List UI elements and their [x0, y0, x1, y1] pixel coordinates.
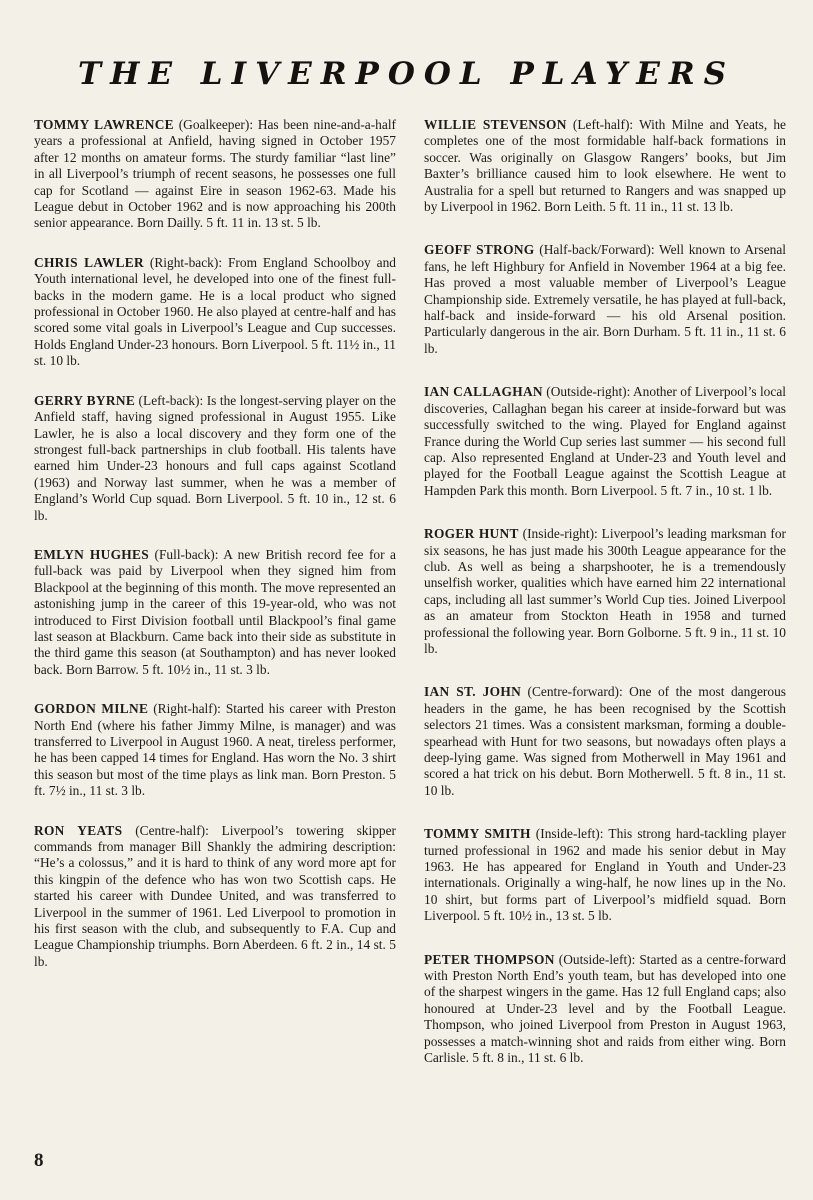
player-description: (Centre-half): Liverpool’s towering skipper commands from manager Bill Shankly the admiring description: “He’s a colossus,” and it is hard to think of any word more apt for this kingpin of the defence who has won two Scottish caps. He started his career with Dundee United, and was transferred to Liverpool in the summer of 1961. Led Liverpool to promotion in his first season with the club, and subsequently to F.A. Cup and League Championship triumphs. Born Aberdeen. 6 ft. 2 in., 14 st. 5 lb.: [34, 822, 396, 969]
player-entry-lawrence: [34, 117, 396, 232]
player-name: IAN ST. JOHN: [424, 684, 522, 700]
player-entry-stevenson: [424, 117, 786, 215]
player-name: CHRIS LAWLER: [34, 254, 144, 270]
player-name: GEOFF STRONG: [424, 242, 535, 258]
player-name: WILLIE STEVENSON: [424, 117, 567, 132]
player-name: PETER THOMPSON: [424, 951, 555, 967]
player-description: (Outside-right): Another of Liverpool’s local discoveries, Callaghan began his career at inside-forward but was successfully switched to the wing. Played for England against France during the World Cup series last summer — his second full cap. Also represented England at Under-23 and Youth level and played for the Football League against the Scottish League at Hampden Park this month. Born Liverpool. 5 ft. 7 in., 10 st. 1 lb.: [424, 384, 786, 498]
player-description: (Left-half): With Milne and Yeats, he completes one of the most formidable half-back formations in soccer. Was originally on Glasgow Rangers’ books, but Jim Baxter’s brilliance caused him to look elsewhere. He went to Australia for a spell but returned to Rangers and was snapped up by Liverpool in 1962. Born Leith. 5 ft. 11 in., 11 st. 13 lb.: [424, 117, 786, 215]
player-entry-hughes: [34, 547, 396, 678]
player-description: (Outside-left): Started as a centre-forward with Preston North End’s youth team, but has developed into one of the sharpest wingers in the game. Has 12 full England caps; also honoured at Under-23 level and by the Football League. Thompson, who joined Liverpool from Preston in August 1963, possesses a match-winning shot and raids from either wing. Born Carlisle. 5 ft. 8 in., 11 st. 6 lb.: [424, 951, 786, 1066]
player-name: GORDON MILNE: [34, 701, 149, 717]
left-column: [34, 117, 396, 993]
page-number: 8: [34, 1150, 44, 1171]
player-description: (Full-back): A new British record fee for a full-back was paid by Liverpool when they signed him from Blackpool at the beginning of this month. The move represented an astonishing jump in the career of this 19-year-old, who was not introduced to First Division football until Blackpool’s final game last season at Blackburn. Came back into their side as substitute in the third game this season (at Southampton) and has never looked back. Born Barrow. 5 ft. 10½ in., 11 st. 3 lb.: [34, 546, 396, 677]
player-description: (Left-back): Is the longest-serving player on the Anfield staff, having signed professional in August 1955. Like Lawler, he is also a local discovery and they form one of the strongest full-back partnerships in club football. His talents have earned him Under-23 honours and full caps against Scotland (1963) and Norway last summer, when he was a member of England’s World Cup squad. Born Liverpool. 5 ft. 10 in., 12 st. 6 lb.: [34, 392, 396, 523]
player-entry-st-john: [424, 684, 786, 799]
player-entry-callaghan: [424, 384, 786, 499]
player-description: (Right-back): From England Schoolboy and Youth international level, he developed into one of the finest full-backs in the modern game. He is a local product who signed professional in October 1960. He also played at centre-half and has scored some vital goals in Liverpool’s League and Cup successes. Holds England Under-23 honours. Born Liverpool. 5 ft. 11½ in., 11 st. 10 lb.: [34, 254, 396, 369]
player-entry-yeats: [34, 823, 396, 971]
player-name: TOMMY SMITH: [424, 826, 531, 842]
player-name: TOMMY LAWRENCE: [34, 117, 174, 132]
player-description: (Half-back/Forward): Well known to Arsenal fans, he left Highbury for Anfield in November 1964 at a big fee. Has proved a most valuable member of Liverpool’s League Championship side. Extremely versatile, he has played at full-back, half-back and inside-forward — his old Arsenal position. Particularly dangerous in the air. Born Durham. 5 ft. 11 in., 11 st. 6 lb.: [424, 242, 786, 356]
player-description: (Inside-left): This strong hard-tackling player turned professional in 1962 and made his senior debut in May 1963. He has appeared for England in Youth and Under-23 internationals. Originally a wing-half, he now lines up in the No. 10 shirt, but forms part of Liverpool’s midfield squad. Born Liverpool. 5 ft. 10½ in., 13 st. 5 lb.: [424, 826, 786, 924]
player-entry-hunt: [424, 526, 786, 657]
player-description: (Inside-right): Liverpool’s leading marksman for six seasons, he has just made his 300th League appearance for the club. As well as being a sharpshooter, he is a tremendously unselfish worker, qualities which have earned him 22 international caps, including all last summer’s World Cup ties. Joined Liverpool as an amateur from Stockton Heath in 1958 and turned professional the following year. Born Golborne. 5 ft. 9 in., 11 st. 10 lb.: [424, 526, 786, 656]
page-title: THE LIVERPOOL PLAYERS: [78, 56, 735, 92]
player-entry-thompson: [424, 952, 786, 1067]
player-entry-milne: [34, 701, 396, 799]
player-name: ROGER HUNT: [424, 526, 519, 542]
player-name: RON YEATS: [34, 822, 123, 838]
player-name: IAN CALLAGHAN: [424, 384, 543, 400]
player-entry-strong: [424, 242, 786, 357]
player-description: (Right-half): Started his career with Preston North End (where his father Jimmy Milne, is manager) and was transferred to Liverpool in August 1960. A neat, tireless performer, he has been capped 14 times for England. Has worn the No. 3 shirt this season but most of the time plays as link man. Born Preston. 5 ft. 7½ in., 11 st. 3 lb.: [34, 701, 396, 799]
player-name: GERRY BYRNE: [34, 392, 136, 408]
player-entry-smith: [424, 826, 786, 924]
right-column: [424, 117, 786, 1094]
player-description: (Centre-forward): One of the most dangerous headers in the game, he has been recognised by the Scottish selectors 21 times. Was a consistent marksman, forming a double-spearhead with Hunt for two seasons, but nowadays often plays a deep-lying game. Was signed from Motherwell in May 1961 and scored a hat trick on his debut. Born Motherwell. 5 ft. 8 in., 11 st. 10 lb.: [424, 684, 786, 798]
player-entry-byrne: [34, 393, 396, 524]
player-entry-lawler: [34, 255, 396, 370]
player-name: EMLYN HUGHES: [34, 546, 150, 562]
player-description: (Goalkeeper): Has been nine-and-a-half years a professional at Anfield, having signed in October 1957 after 12 months on amateur forms. The sturdy familiar “last line” in all Liverpool’s triumph of recent seasons, he possesses one full cap for Scotland — against Eire in season 1962-63. Made his League debut in October 1962 and is now approaching his 200th senior appearance. Born Dailly. 5 ft. 11 in. 13 st. 5 lb.: [34, 117, 397, 231]
